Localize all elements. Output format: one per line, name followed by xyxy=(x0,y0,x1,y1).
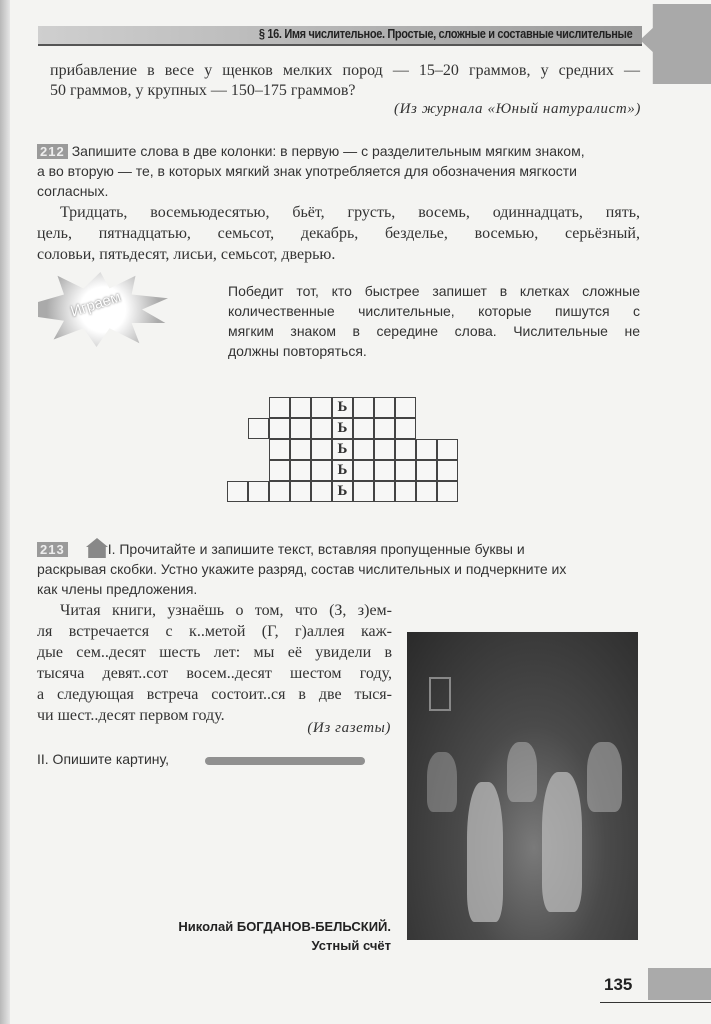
intro-line-2: 50 граммов, у крупных — 150–175 граммов? xyxy=(50,82,356,99)
grid-cell xyxy=(353,439,374,460)
grid-cell-soft-sign: Ь xyxy=(332,481,353,502)
grid-cell xyxy=(248,481,269,502)
grid-cell xyxy=(353,481,374,502)
grid-cell xyxy=(269,397,290,418)
grid-cell-soft-sign: Ь xyxy=(332,439,353,460)
grid-cell-soft-sign: Ь xyxy=(332,460,353,481)
binding-edge xyxy=(0,0,10,1024)
grid-cell xyxy=(269,439,290,460)
grid-cell xyxy=(395,439,416,460)
ex212-text: Запишите слова в две колонки: в первую — с разделительным мягким знаком, xyxy=(71,143,585,159)
grid-cell xyxy=(290,439,311,460)
grid-cell xyxy=(290,481,311,502)
poem-line-1: Читая книги, узнаёшь о том, что (З, з)ем- xyxy=(60,602,392,619)
exercise-number-213: 213 xyxy=(37,542,68,557)
game-line-3: мягким знаком в середине слова. Числительные не xyxy=(228,323,640,339)
game-label: Играем xyxy=(68,288,123,321)
grid-cell xyxy=(416,439,437,460)
grid-cell xyxy=(437,481,458,502)
poem-line-6: чи шест..десят первом году. xyxy=(37,707,225,724)
grid-cell xyxy=(374,460,395,481)
grid-cell xyxy=(353,418,374,439)
grid-cell xyxy=(269,460,290,481)
grid-cell xyxy=(437,460,458,481)
grid-cell xyxy=(311,397,332,418)
poem-line-4: тысяча девят..сот восем..десят шестом году, xyxy=(37,665,392,682)
header-title: § 16. Имя числительное. Простые, сложные и составные числительные xyxy=(258,27,632,41)
ex212-words-2: цель, пятнадцатью, семьсот, декабрь, безделье, восемью, серьёзный, xyxy=(37,225,640,242)
game-line-2: количественные числительные, которые пишутся с xyxy=(228,303,640,319)
ex212-words-3: соловьи, пятьдесят, лисьи, семьсот, дверью. xyxy=(37,246,336,263)
grid-cell xyxy=(311,481,332,502)
grid-cell xyxy=(416,481,437,502)
page-number-rule xyxy=(600,1002,711,1003)
grid-cell xyxy=(353,460,374,481)
grid-cell xyxy=(227,481,248,502)
intro-source: (Из журнала «Юный натуралист») xyxy=(394,101,641,117)
ex212-line-1 xyxy=(37,143,585,159)
grid-cell xyxy=(248,418,269,439)
grid-cell xyxy=(311,439,332,460)
grid-cell xyxy=(353,397,374,418)
grid-cell xyxy=(395,418,416,439)
grid-cell xyxy=(395,481,416,502)
grid-cell xyxy=(290,397,311,418)
grid-cell xyxy=(374,439,395,460)
ex212-line-2: а во вторую — те, в которых мягкий знак употребляется для обозначения мягкости xyxy=(37,163,577,179)
page-tab-bottom xyxy=(648,968,711,1000)
grid-cell-soft-sign: Ь xyxy=(332,418,353,439)
grid-cell xyxy=(269,418,290,439)
grid-cell xyxy=(290,418,311,439)
ex213-text: I. Прочитайте и запишите текст, вставляя пропущенные буквы и xyxy=(107,541,525,557)
page-tab-marker xyxy=(640,4,711,84)
game-line-4: должны повторяться. xyxy=(228,343,367,359)
poem-source: (Из газеты) xyxy=(307,720,391,736)
redacted-text xyxy=(205,757,365,765)
grid-cell xyxy=(374,481,395,502)
grid-cell xyxy=(374,397,395,418)
grid-cell xyxy=(437,439,458,460)
poem-line-2: ля встречается с к..метой (Г, г)аллея каж- xyxy=(37,623,392,640)
game-line-1: Победит тот, кто быстрее запишет в клетках сложные xyxy=(228,283,640,299)
ex213-line-3: как члены предложения. xyxy=(37,581,198,597)
intro-line-1: прибавление в весе у щенков мелких пород — 15–20 граммов, у средних — xyxy=(50,62,640,79)
ex212-line-3: согласных. xyxy=(37,183,109,199)
grid-cell xyxy=(311,418,332,439)
grid-cell xyxy=(311,460,332,481)
poem-line-3: дые сем..десят шесть лет: мы её увидели в xyxy=(37,644,392,661)
ex213-line-2: раскрывая скобки. Устно укажите разряд, состав числительных и подчеркните их xyxy=(37,561,567,577)
ex212-words-1: Тридцать, восемьюдесятью, бьёт, грусть, восемь, одиннадцать, пять, xyxy=(60,204,640,221)
grid-cell xyxy=(395,397,416,418)
page-number: 135 xyxy=(604,975,633,994)
grid-cell xyxy=(290,460,311,481)
ex213-line-1 xyxy=(37,541,525,557)
ex213-task2: II. Опишите картину, xyxy=(37,751,169,767)
grid-cell xyxy=(395,460,416,481)
exercise-number-212: 212 xyxy=(37,144,68,159)
grid-cell xyxy=(416,460,437,481)
running-header xyxy=(38,26,642,46)
caption-author: Николай БОГДАНОВ-БЕЛЬСКИЙ. xyxy=(178,919,391,934)
painting-image xyxy=(407,632,638,940)
poem-line-5: а следующая встреча состоит..ся в две тыся- xyxy=(37,686,392,703)
caption-title: Устный счёт xyxy=(311,938,391,953)
grid-cell-soft-sign: Ь xyxy=(332,397,353,418)
grid-cell xyxy=(374,418,395,439)
grid-cell xyxy=(269,481,290,502)
